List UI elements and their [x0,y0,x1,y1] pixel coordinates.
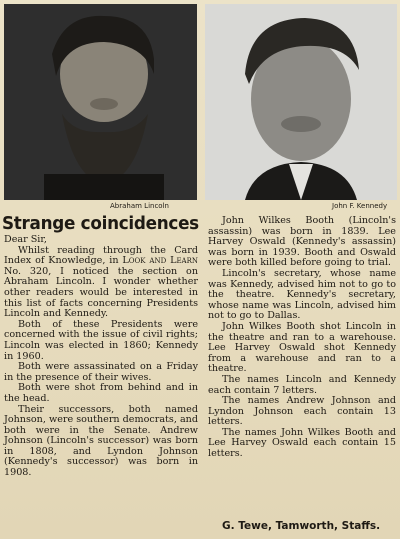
paragraph-11: The names John Wilkes Booth and Lee Harvey Oswald each contain 15 letters. [208,426,396,460]
left-column [4,235,198,479]
paragraph-6: John Wilkes Booth (Lincoln's assassin) was born in 1839. Lee Harvey Oswald (Kennedy's assassin) was born in 1939. Booth and Oswald were both killed before going to trial. [208,215,396,269]
lincoln-caption: Abraham Lincoln [110,202,169,210]
paragraph-3: Both were assassinated on a Friday in the presence of their wives. [4,361,198,383]
paragraph-2: Both of these Presidents were concerned with the issue of civil rights; Lincoln was elected in 1860; Kennedy in 1960. [4,318,198,362]
paragraph-7: Lincoln's secretary, whose name was Kennedy, advised him not to go to the theatre. Kennedy's secretary, whose name was Lincoln, advised him not to go to Dallas. [208,267,396,322]
paragraph-10: The names Andrew Johnson and Lyndon Johnson each contain 13 letters. [208,395,396,428]
paragraph-1-text-a: Whilst reading through the Card Index of Knowledge, in [4,244,198,267]
paragraph-4: Both were shot from behind and in the head. [4,382,198,404]
headline: Strange coincidences [2,214,199,234]
magazine-title: Look and Learn [122,255,198,267]
right-column [208,216,396,460]
salutation: Dear Sir, [4,234,47,245]
kennedy-caption: John F. Kennedy [332,202,388,210]
kennedy-portrait [205,4,397,200]
paragraph-1-text-c: No. 320, I noticed the section on Abraham Lincoln. I wonder whether other readers would be interested in this list of facts concerning Presidents Lincoln and Kennedy. [4,265,198,320]
paragraph-9: The names Lincoln and Kennedy each contain 7 letters. [208,373,396,396]
paragraph-1 [4,246,198,320]
paragraph-8: John Wilkes Booth shot Lincoln in the theatre and ran to a warehouse. Lee Harvey Oswald shot Kennedy from a warehouse and ran to a theatre. [208,320,396,375]
paragraph-5: Their successors, both named Johnson, were southern democrats, and both were in the Senate. Andrew Johnson (Lincoln's successor) was born in 1808, and Lyndon Johnson (Kennedy's successor) was born in 1908. [4,403,198,479]
lincoln-portrait [4,4,197,200]
letter-signature: G. Tewe, Tamworth, Staffs. [222,520,381,532]
